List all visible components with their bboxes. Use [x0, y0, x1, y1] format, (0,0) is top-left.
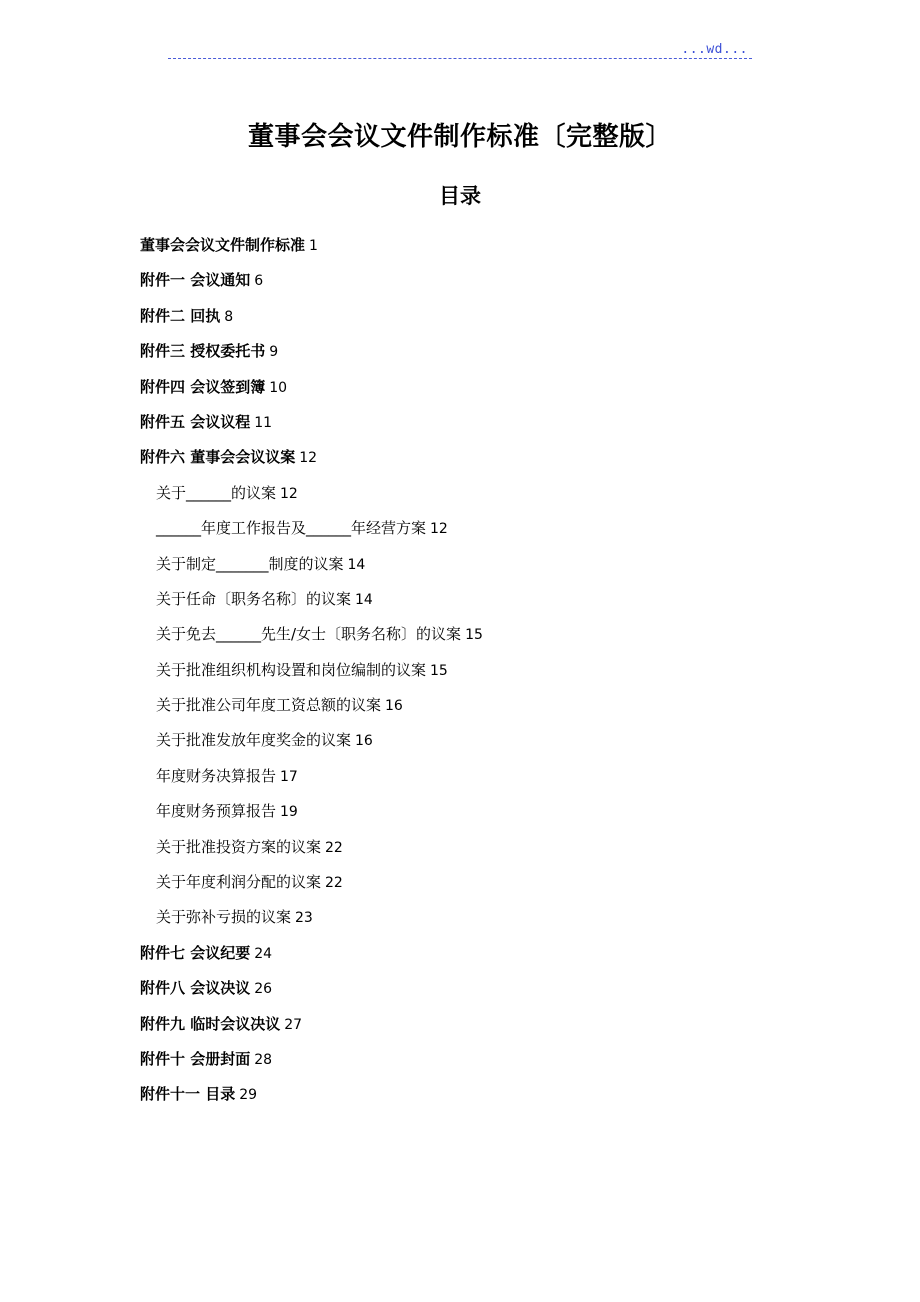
toc-entry[interactable] — [140, 621, 820, 656]
toc-entry-page: 27 — [284, 1016, 303, 1033]
toc-entry-title: 关于批准组织机构设置和岗位编制的议案 — [156, 660, 427, 679]
toc-entry-title: 附件九 临时会议决议 — [140, 1014, 281, 1033]
toc-entry-page: 19 — [280, 804, 298, 821]
toc-entry-title: 附件一 会议通知 — [140, 271, 251, 290]
toc-entry-page: 15 — [430, 662, 448, 679]
toc-entry-title: 附件三 授权委托书 — [140, 342, 266, 361]
page-header — [168, 40, 752, 62]
toc-entry[interactable] — [140, 303, 820, 338]
toc-entry-title: 关于______的议案 — [156, 483, 277, 502]
toc-entry-page: 16 — [385, 698, 403, 715]
toc-entry[interactable] — [140, 657, 820, 692]
toc-entry-title: 附件四 会议签到簿 — [140, 377, 266, 396]
toc-entry[interactable] — [140, 975, 820, 1010]
toc-entry[interactable] — [140, 409, 820, 444]
toc-entry-page: 23 — [295, 910, 313, 927]
toc-entry-page: 9 — [269, 344, 279, 361]
toc-entry-title: 附件十 会册封面 — [140, 1049, 251, 1068]
toc-entry[interactable] — [140, 480, 820, 515]
toc-entry-page: 15 — [465, 627, 483, 644]
toc-entry-title: 附件十一 目录 — [140, 1085, 236, 1104]
toc-entry[interactable] — [140, 551, 820, 586]
toc-entry[interactable] — [140, 763, 820, 798]
toc-entry[interactable] — [140, 904, 820, 939]
toc-entry-title: 年度财务决算报告 — [156, 766, 277, 785]
toc-entry[interactable] — [140, 515, 820, 550]
toc-entry[interactable] — [140, 727, 820, 762]
toc-entry-page: 17 — [280, 768, 298, 785]
toc-entry-title: 关于年度利润分配的议案 — [156, 873, 322, 892]
toc-entry-page: 14 — [355, 591, 373, 608]
toc-entry[interactable] — [140, 1011, 820, 1046]
toc-heading: 目录 — [439, 184, 481, 208]
toc-entry-page: 1 — [309, 238, 318, 254]
toc-entry[interactable] — [140, 1081, 820, 1116]
toc-entry-title: ______年度工作报告及______年经营方案 — [156, 519, 427, 538]
toc-entry[interactable] — [140, 338, 820, 373]
toc-entry[interactable] — [140, 444, 820, 479]
toc-entry-title: 关于批准发放年度奖金的议案 — [156, 731, 352, 750]
toc-entry-page: 12 — [299, 450, 318, 467]
toc-entry-page: 12 — [280, 485, 298, 502]
toc-entry-page: 24 — [254, 945, 273, 962]
toc-entry-page: 10 — [269, 379, 288, 396]
table-of-contents — [140, 232, 820, 1117]
toc-entry-title: 附件八 会议决议 — [140, 979, 251, 998]
toc-entry-page: 14 — [347, 556, 366, 573]
toc-entry[interactable] — [140, 869, 820, 904]
toc-entry-title: 关于制定_______制度的议案 — [156, 554, 344, 573]
toc-entry[interactable] — [140, 374, 820, 409]
toc-entry-page: 11 — [254, 414, 273, 431]
header-dashed-rule — [168, 58, 752, 59]
toc-entry[interactable] — [140, 1046, 820, 1081]
toc-entry-page: 8 — [224, 308, 234, 325]
toc-entry-title: 年度财务预算报告 — [156, 802, 277, 821]
toc-entry-title: 关于任命〔职务名称〕的议案 — [156, 589, 352, 608]
document-title: 董事会会议文件制作标准〔完整版〕 — [247, 122, 672, 152]
toc-entry-title: 关于免去______先生/女士〔职务名称〕的议案 — [156, 625, 462, 644]
toc-entry-page: 16 — [355, 733, 373, 750]
toc-entry-page: 29 — [239, 1087, 258, 1104]
toc-entry[interactable] — [140, 692, 820, 727]
toc-entry-title: 附件六 董事会会议议案 — [140, 448, 296, 467]
toc-entry-page: 22 — [325, 875, 343, 892]
toc-entry-title: 附件五 会议议程 — [140, 412, 251, 431]
toc-entry[interactable] — [140, 267, 820, 302]
toc-entry-title: 附件二 回执 — [140, 306, 221, 325]
toc-entry-title: 关于弥补亏损的议案 — [156, 908, 292, 927]
toc-entry[interactable] — [140, 586, 820, 621]
toc-entry[interactable] — [140, 940, 820, 975]
toc-entry-page: 26 — [254, 981, 273, 998]
toc-entry-page: 28 — [254, 1051, 273, 1068]
toc-entry[interactable] — [140, 834, 820, 869]
toc-entry-title: 关于批准投资方案的议案 — [156, 837, 322, 856]
toc-entry-title: 附件七 会议纪要 — [140, 943, 251, 962]
toc-entry-page: 6 — [254, 273, 264, 290]
toc-entry[interactable] — [140, 798, 820, 833]
toc-entry-title: 关于批准公司年度工资总额的议案 — [156, 696, 382, 715]
toc-entry[interactable] — [140, 232, 820, 267]
toc-entry-page: 12 — [430, 521, 448, 538]
header-text: ...wd... — [681, 42, 748, 57]
toc-entry-page: 22 — [325, 839, 343, 856]
toc-entry-title: 董事会会议文件制作标准 — [140, 236, 306, 254]
